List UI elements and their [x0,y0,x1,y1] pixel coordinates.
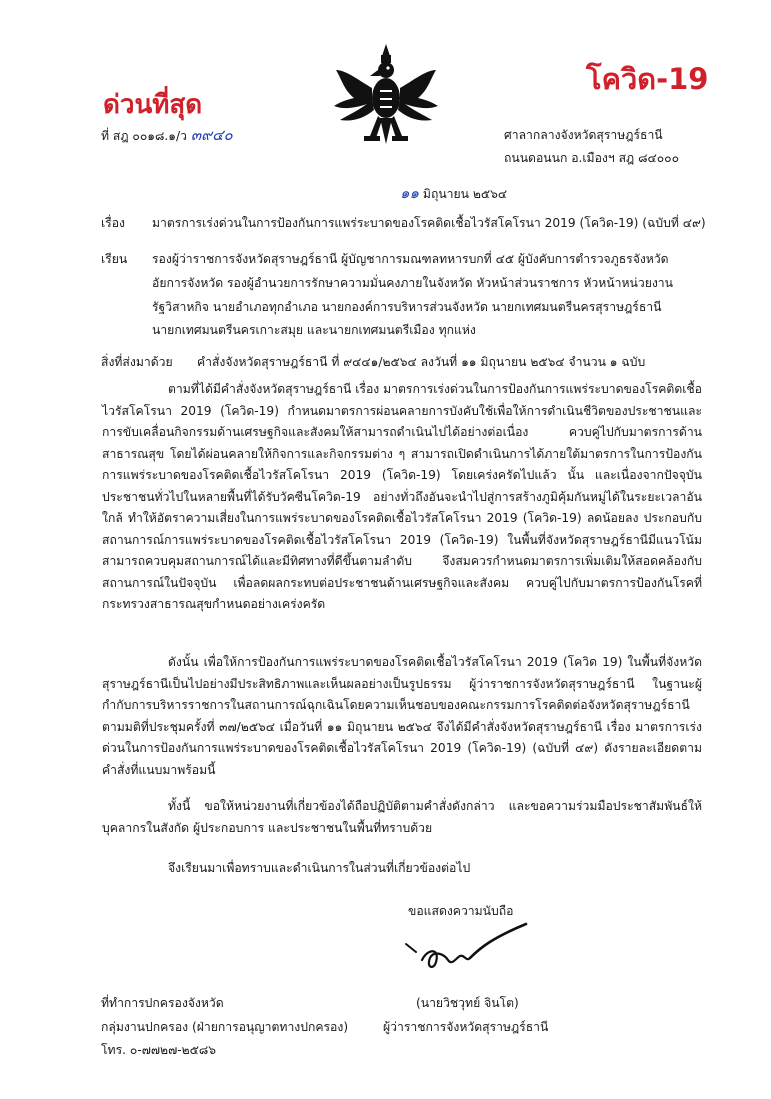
signer-name: (นายวิชวุทย์ จินโต) [416,996,519,1010]
enclosure-text: คำสั่งจังหวัดสุราษฎร์ธานี ที่ ๙๔๔๑/๒๕๖๔ ลงวันที่ ๑๑ มิถุนายน ๒๕๖๔ จำนวน ๑ ฉบับ [197,355,646,369]
closing-respect: ขอแสดงความนับถือ [408,904,514,918]
body-paragraph-3 [102,796,702,842]
recipient-line: อัยการจังหวัด รองผู้อำนวยการรักษาความมั่นคงภายในจังหวัด หัวหน้าส่วนราชการ หัวหน้าหน่วยงาน [152,276,673,290]
covid-tag: โควิด-19 [586,62,709,96]
subject-text: มาตรการเร่งด่วนในการป้องกันการแพร่ระบาดของโรคติดเชื้อไวรัสโคโรนา 2019 (โควิด-19) (ฉบับที่ ๔๙) [152,216,706,230]
body-paragraph-4 [102,858,702,880]
document-number-prefix: ที่ สฎ ๐๐๑๘.๑/ว [101,129,187,143]
body-paragraph-2 [102,652,702,782]
recipient-line: นายกเทศมนตรีนครเกาะสมุย และนายกเทศมนตรีเมือง ทุกแห่ง [152,323,476,337]
recipient-line: รัฐวิสาหกิจ นายอำเภอทุกอำเภอ นายกองค์การบริหารส่วนจังหวัด นายกเทศมนตรีนครสุราษฎร์ธานี [152,300,662,314]
signature-icon [400,918,530,980]
document-date [400,182,507,205]
date-day-handwritten: ๑๑ [400,184,420,202]
office-address: ถนนดอนนก อ.เมืองฯ สฎ ๘๔๐๐๐ [504,151,680,165]
garuda-emblem-icon [330,40,442,150]
body-paragraph-1-text: ตามที่ได้มีคำสั่งจังหวัดสุราษฎร์ธานี เรื่อง มาตรการเร่งด่วนในการป้องกันการแพร่ระบาดของโรคติดเชื้อไวรัสโคโรนา 2019 (โควิด-19) กำหนดมาตรการผ่อนคลายการบังคับใช้เพื่อให้การดำเนินชีวิตของประชาชนและการขับเคลื่อนกิจกรรมด้านเศรษฐกิจและสังคมให้สามารถดำเนินไปได้อย่างต่อเนื่อง ควบคู่ไปกับมาตรการด้านสาธารณสุข โดยได้ผ่อนคลายให้กิจการและกิจกรรมต่าง ๆ สามารถเปิดดำเนินการได้ภายใต้มาตรการในการป้องกันการแพร่ระบาดของโรคติดเชื้อไวรัสโคโรนา 2019 (โควิด-19) โดยเคร่งครัดไปแล้ว นั้น และเนื่องจากปัจจุบันประชาชนทั่วไปในหลายพื้นที่ได้รับวัคซีนโควิด-19 อย่างทั่วถึงอันจะนำไปสู่การสร้างภูมิคุ้มกันหมู่ได้ในระยะเวลาอันใกล้ ทำให้อัตราความเสี่ยงในการแพร่ระบาดของโรคติดเชื้อไวรัสโคโรนา 2019 (โควิด-19) ลดน้อยลง ประกอบกับสถานการณ์การแพร่ระบาดของโรคติดเชื้อไวรัสโคโรนา 2019 (โควิด-19) ในพื้นที่จังหวัดสุราษฎร์ธานีมีแนวโน้มสามารถควบคุมสถานการณ์ได้และมีทิศทางที่ดีขึ้นตามลำดับ จึงสมควรกำหนดมาตรการเพิ่มเติมให้สอดคล้องกับสถานการณ์ในปัจจุบัน เพื่อลดผลกระทบต่อประชาชนด้านเศรษฐกิจและสังคม ควบคู่ไปกับมาตรการป้องกันโรคที่กระทรวงสาธารณสุขกำหนดอย่างเคร่งครัด [102,382,702,611]
enclosure-label: สิ่งที่ส่งมาด้วย [101,355,173,369]
signer-title: ผู้ว่าราชการจังหวัดสุราษฎร์ธานี [383,1020,549,1034]
body-paragraph-3-text: ทั้งนี้ ขอให้หน่วยงานที่เกี่ยวข้องได้ถือปฏิบัติตามคำสั่งดังกล่าว และขอความร่วมมือประชาสัมพันธ์ให้บุคลากรในสังกัด ผู้ประกอบการ และประชาชนในพื้นที่ทราบด้วย [102,799,702,835]
urgent-label: ด่วนที่สุด [103,90,203,120]
document-number [101,124,233,147]
recipient-line: รองผู้ว่าราชการจังหวัดสุราษฎร์ธานี ผู้บัญชาการมณฑลทหารบกที่ ๔๕ ผู้บังคับการตำรวจภูธรจังหวัด [152,252,669,266]
body-paragraph-1 [102,379,702,641]
salutation-label: เรียน [101,252,128,266]
office-name: ศาลากลางจังหวัดสุราษฎร์ธานี [504,128,663,142]
body-paragraph-4-text: จึงเรียนมาเพื่อทราบและดำเนินการในส่วนที่เกี่ยวข้องต่อไป [168,861,471,875]
document-number-handwritten: ๓๙๔๐ [190,126,233,144]
footer-office: ที่ทำการปกครองจังหวัด [101,996,224,1010]
date-month-year: มิถุนายน ๒๕๖๔ [422,187,508,201]
body-paragraph-2-text: ดังนั้น เพื่อให้การป้องกันการแพร่ระบาดของโรคติดเชื้อไวรัสโคโรนา 2019 (โควิด 19) ในพื้นที่จังหวัดสุราษฎร์ธานีเป็นไปอย่างมีประสิทธิภาพและเห็นผลอย่างเป็นรูปธรรม ผู้ว่าราชการจังหวัดสุราษฎร์ธานี ในฐานะผู้กำกับการบริหารราชการในสถานการณ์ฉุกเฉินโดยความเห็นชอบของคณะกรรมการโรคติดต่อจังหวัดสุราษฎร์ธานี ตามมติที่ประชุมครั้งที่ ๓๗/๒๕๖๔ เมื่อวันที่ ๑๑ มิถุนายน ๒๕๖๔ จึงได้มีคำสั่งจังหวัดสุราษฎร์ธานี เรื่อง มาตรการเร่งด่วนในการป้องกันการแพร่ระบาดของโรคติดเชื้อไวรัสโคโรนา 2019 (โควิด-19) (ฉบับที่ ๔๙) ดังรายละเอียดตามคำสั่งที่แนบมาพร้อมนี้ [102,655,702,777]
footer-division: กลุ่มงานปกครอง (ฝ่ายการอนุญาตทางปกครอง) [101,1020,349,1034]
subject-label: เรื่อง [101,216,125,230]
footer-phone: โทร. ๐-๗๗๒๗-๒๕๘๖ [101,1043,217,1057]
